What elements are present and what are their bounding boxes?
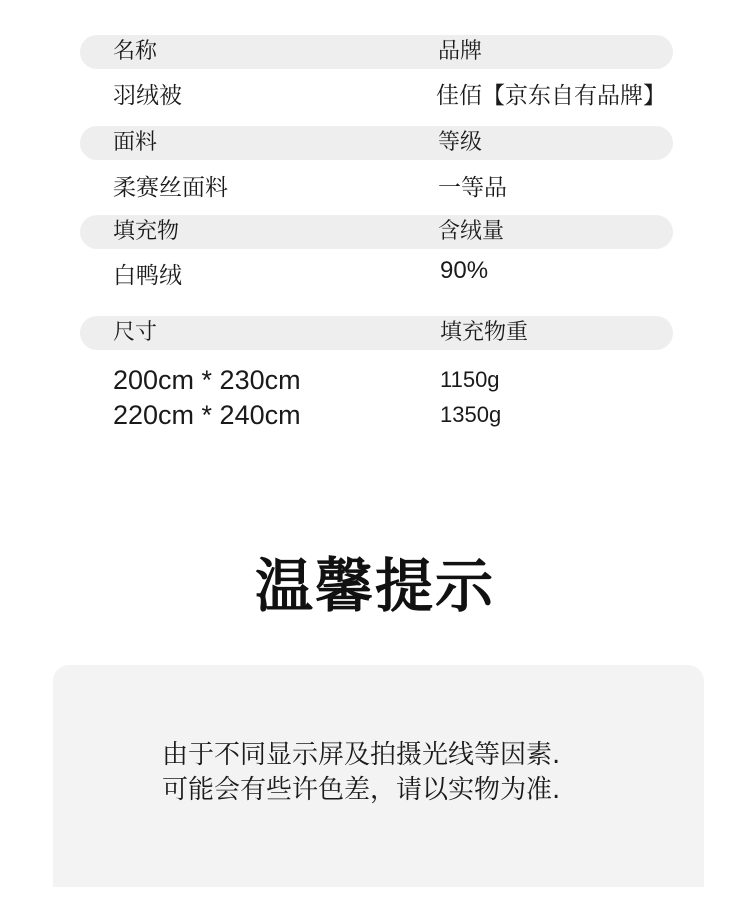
spec-value-name: 羽绒被 — [113, 83, 182, 109]
size-row-1-size: 200cm * 230cm — [113, 365, 301, 395]
size-row-2-size: 220cm * 240cm — [113, 400, 301, 430]
spec-label-name: 名称 — [113, 39, 158, 64]
spec-label-filling: 填充物 — [113, 219, 180, 244]
size-label: 尺寸 — [113, 320, 158, 345]
spec-label-brand: 品牌 — [438, 39, 483, 64]
spec-value-down-content: 90% — [440, 257, 489, 284]
weight-label: 填充物重 — [440, 320, 529, 345]
size-header-bar — [80, 316, 673, 350]
spec-value-brand: 佳佰【京东自有品牌】 — [436, 83, 666, 109]
spec-value-filling: 白鸭绒 — [113, 263, 182, 289]
notice-line-2: 可能会有些许色差，请以实物为准. — [162, 775, 561, 805]
spec-header-bar-fabric-grade — [80, 126, 673, 160]
notice-line-1: 由于不同显示屏及拍摄光线等因素. — [162, 740, 561, 770]
spec-value-fabric: 柔赛丝面料 — [113, 175, 228, 201]
spec-label-down-content: 含绒量 — [438, 219, 505, 244]
size-row-2-weight: 1350g — [440, 402, 502, 427]
size-row-1-weight: 1150g — [440, 367, 500, 392]
spec-label-grade: 等级 — [438, 130, 483, 155]
spec-value-grade: 一等品 — [438, 175, 507, 201]
notice-title: 温馨提示 — [254, 552, 495, 620]
spec-header-bar-name-brand — [80, 35, 673, 69]
spec-label-fabric: 面料 — [113, 130, 158, 155]
